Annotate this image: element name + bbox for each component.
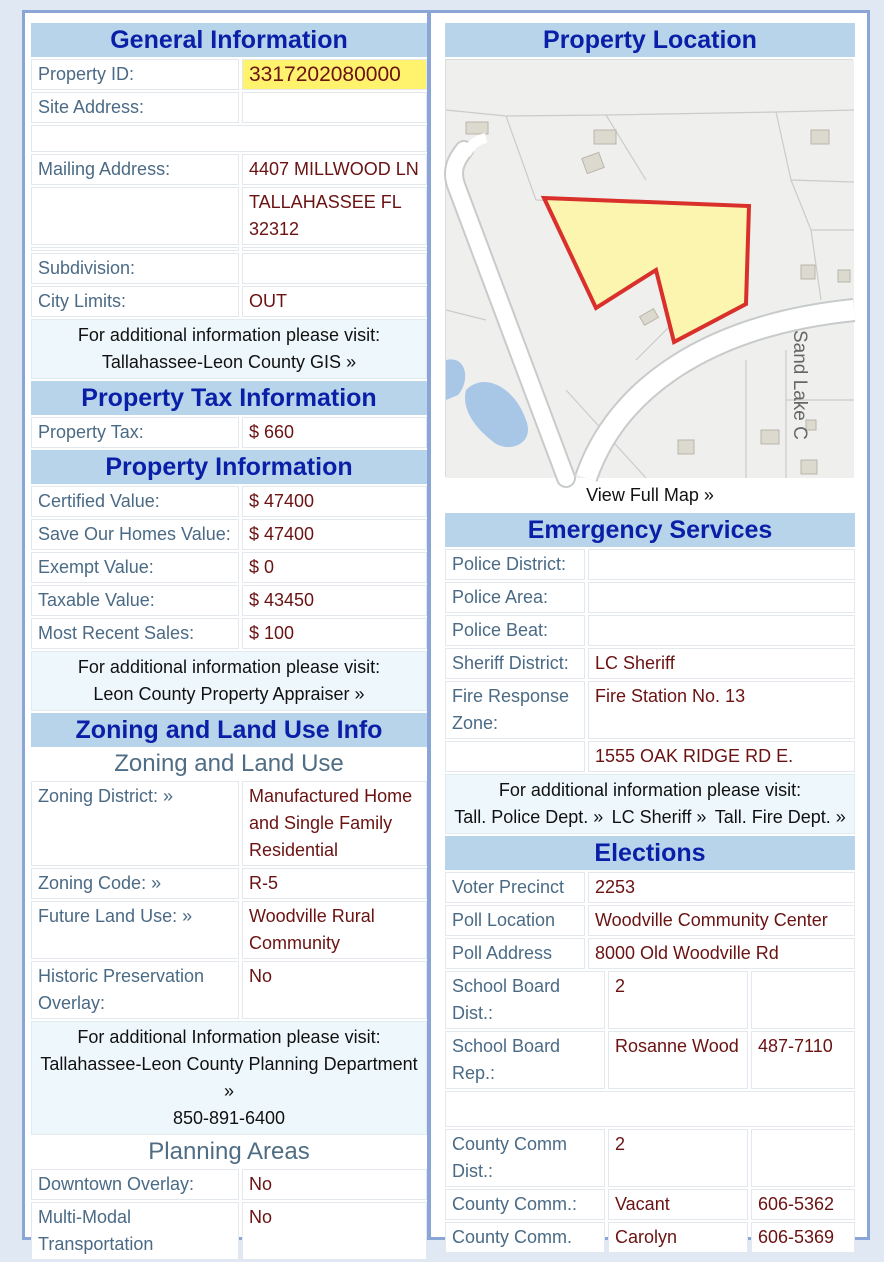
left-panel-content: [31, 23, 427, 1262]
school-board-dist-extra: [751, 971, 855, 1029]
exempt-value-value: $ 0: [242, 552, 427, 583]
county-comm-row: [445, 1189, 855, 1220]
taxable-value-label: Taxable Value:: [31, 585, 239, 616]
city-limits-value: OUT: [242, 286, 427, 317]
property-tax-row: [31, 417, 427, 448]
appraiser-link[interactable]: Leon County Property Appraiser »: [93, 684, 365, 704]
right-panel-content: [445, 23, 855, 1255]
planning-dept-link[interactable]: Tallahassee-Leon County Planning Department »: [40, 1054, 418, 1101]
mailing-address-line1: 4407 MILLWOOD LN: [242, 154, 427, 185]
police-area-value: [588, 582, 855, 613]
police-dept-link[interactable]: Tall. Police Dept. »: [454, 807, 604, 827]
multi-modal-row: [31, 1202, 427, 1260]
save-our-homes-value: $ 47400: [242, 519, 427, 550]
poll-location-value: Woodville Community Center: [588, 905, 855, 936]
historic-overlay-label: Historic Preservation Overlay:: [31, 961, 239, 1019]
fire-station-blank-label: [445, 741, 585, 772]
school-board-dist-label: School Board Dist.:: [445, 971, 605, 1029]
right-panel: [428, 10, 870, 1247]
voter-precinct-label: Voter Precinct: [445, 872, 585, 903]
poll-address-label: Poll Address: [445, 938, 585, 969]
police-area-row: [445, 582, 855, 613]
exempt-value-label: Exempt Value:: [31, 552, 239, 583]
property-id-label: Property ID:: [31, 59, 239, 90]
left-panel: [22, 10, 430, 1254]
zoning-code-link[interactable]: Zoning Code: »: [31, 868, 239, 899]
map-graphic: [446, 60, 854, 478]
zoning-district-value: Manufactured Home and Single Family Residential: [242, 781, 427, 866]
city-limits-row: [31, 286, 427, 317]
county-comm-dist-label: County Comm Dist.:: [445, 1129, 605, 1187]
school-board-dist-row: [445, 971, 855, 1029]
mailing-address-row: [31, 154, 427, 185]
city-limits-label: City Limits:: [31, 286, 239, 317]
fire-dept-link[interactable]: Tall. Fire Dept. »: [714, 807, 846, 827]
blank-label: [31, 247, 239, 251]
blank-row: [31, 247, 427, 251]
elections-spacer-row: [445, 1091, 855, 1127]
police-beat-row: [445, 615, 855, 646]
property-information-header: Property Information: [31, 450, 427, 484]
multi-modal-label: Multi-Modal Transportation: [31, 1202, 239, 1260]
property-tax-label: Property Tax:: [31, 417, 239, 448]
county-comm-name: Vacant: [608, 1189, 748, 1220]
zoning-code-row: [31, 868, 427, 899]
school-board-rep-phone: 487-7110: [751, 1031, 855, 1089]
school-board-rep-row: [445, 1031, 855, 1089]
poll-address-value: 8000 Old Woodville Rd: [588, 938, 855, 969]
gis-info-box: [31, 319, 427, 379]
property-tax-value: $ 660: [242, 417, 427, 448]
taxable-value-value: $ 43450: [242, 585, 427, 616]
emergency-services-header: Emergency Services: [445, 513, 855, 547]
planning-info-box: [31, 1021, 427, 1135]
police-district-value: [588, 549, 855, 580]
poll-location-row: [445, 905, 855, 936]
property-map[interactable]: [445, 59, 853, 477]
certified-value-label: Certified Value:: [31, 486, 239, 517]
fire-station-address-row: [445, 741, 855, 772]
county-comm-dist-row: [445, 1129, 855, 1187]
appraiser-info-text: For additional information please visit:: [77, 657, 381, 677]
police-district-label: Police District:: [445, 549, 585, 580]
site-address-label: Site Address:: [31, 92, 239, 123]
zoning-header: Zoning and Land Use Info: [31, 713, 427, 747]
fire-station-address: 1555 OAK RIDGE RD E.: [588, 741, 855, 772]
historic-overlay-value: No: [242, 961, 427, 1019]
county-comm-phone: 606-5362: [751, 1189, 855, 1220]
school-board-rep-label: School Board Rep.:: [445, 1031, 605, 1089]
planning-areas-header: Planning Areas: [31, 1137, 427, 1167]
gis-link[interactable]: Tallahassee-Leon County GIS »: [101, 352, 357, 372]
certified-value-value: $ 47400: [242, 486, 427, 517]
county-comm-2-name: Carolyn: [608, 1222, 748, 1253]
mailing-address-blank-label: [31, 187, 239, 245]
fire-response-row: [445, 681, 855, 739]
county-comm-dist-extra: [751, 1129, 855, 1187]
voter-precinct-row: [445, 872, 855, 903]
downtown-overlay-row: [31, 1169, 427, 1200]
sheriff-district-value: LC Sheriff: [588, 648, 855, 679]
downtown-overlay-label: Downtown Overlay:: [31, 1169, 239, 1200]
taxable-value-row: [31, 585, 427, 616]
fire-response-label: Fire Response Zone:: [445, 681, 585, 739]
sheriff-district-row: [445, 648, 855, 679]
county-comm-row-2: [445, 1222, 855, 1253]
voter-precinct-value: 2253: [588, 872, 855, 903]
poll-location-label: Poll Location: [445, 905, 585, 936]
county-comm-2-phone: 606-5369: [751, 1222, 855, 1253]
view-full-map-link[interactable]: View Full Map »: [445, 481, 855, 509]
emergency-links: [450, 804, 850, 831]
school-board-dist-value: 2: [608, 971, 748, 1029]
mailing-address-label: Mailing Address:: [31, 154, 239, 185]
subdivision-label: Subdivision:: [31, 253, 239, 284]
map-street-label: Sand Lake C: [789, 330, 810, 440]
zoning-code-value: R-5: [242, 868, 427, 899]
exempt-value-row: [31, 552, 427, 583]
recent-sales-row: [31, 618, 427, 649]
recent-sales-value: $ 100: [242, 618, 427, 649]
mailing-address-line2: TALLAHASSEE FL 32312: [242, 187, 427, 245]
elections-header: Elections: [445, 836, 855, 870]
gis-info-text: For additional information please visit:: [77, 325, 381, 345]
future-land-use-link[interactable]: Future Land Use: »: [31, 901, 239, 959]
zoning-district-link[interactable]: Zoning District: »: [31, 781, 239, 866]
site-address-row: [31, 92, 427, 123]
sheriff-district-label: Sheriff District:: [445, 648, 585, 679]
poll-address-row: [445, 938, 855, 969]
future-land-use-row: [31, 901, 427, 959]
zoning-district-row: [31, 781, 427, 866]
planning-phone: 850-891-6400: [172, 1108, 286, 1128]
historic-overlay-row: [31, 961, 427, 1019]
certified-value-row: [31, 486, 427, 517]
subdivision-row: [31, 253, 427, 284]
property-location-header: Property Location: [445, 23, 855, 57]
save-our-homes-row: [31, 519, 427, 550]
police-beat-label: Police Beat:: [445, 615, 585, 646]
fire-response-value: Fire Station No. 13: [588, 681, 855, 739]
planning-info-text: For additional Information please visit:: [77, 1027, 381, 1047]
emergency-info-box: [445, 774, 855, 834]
spacer-row: [31, 125, 427, 152]
general-information-header: General Information: [31, 23, 427, 57]
police-district-row: [445, 549, 855, 580]
recent-sales-label: Most Recent Sales:: [31, 618, 239, 649]
emergency-info-text: For additional information please visit:: [498, 780, 802, 800]
downtown-overlay-value: No: [242, 1169, 427, 1200]
property-id-value[interactable]: 3317202080000: [242, 59, 427, 90]
site-address-value: [242, 92, 427, 123]
blank-value: [242, 247, 427, 251]
future-land-use-value: Woodville Rural Community: [242, 901, 427, 959]
county-comm-label: County Comm.:: [445, 1189, 605, 1220]
police-area-label: Police Area:: [445, 582, 585, 613]
appraiser-info-box: [31, 651, 427, 711]
mailing-address-row-2: [31, 187, 427, 245]
county-comm-dist-value: 2: [608, 1129, 748, 1187]
sheriff-link[interactable]: LC Sheriff »: [611, 807, 707, 827]
school-board-rep-name: Rosanne Wood: [608, 1031, 748, 1089]
zoning-subheader: Zoning and Land Use: [31, 749, 427, 779]
police-beat-value: [588, 615, 855, 646]
property-id-row: [31, 59, 427, 90]
county-comm-2-label: County Comm.: [445, 1222, 605, 1253]
save-our-homes-label: Save Our Homes Value:: [31, 519, 239, 550]
multi-modal-value: No: [242, 1202, 427, 1260]
subdivision-value: [242, 253, 427, 284]
property-tax-header: Property Tax Information: [31, 381, 427, 415]
